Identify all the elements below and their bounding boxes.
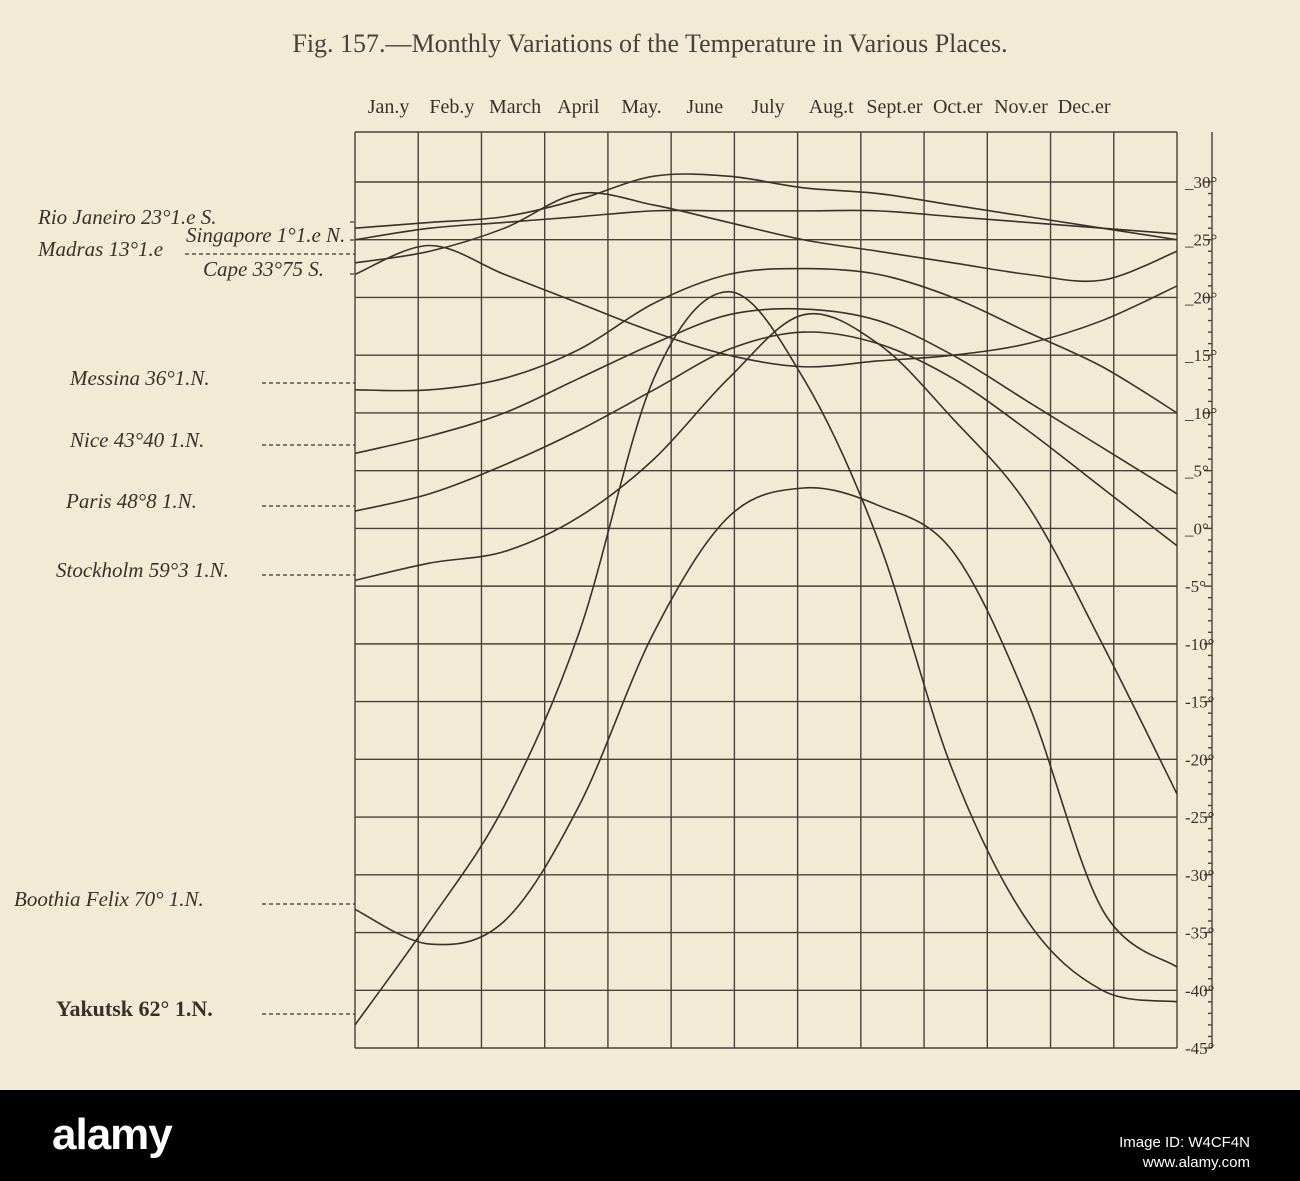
- month-label: May.: [621, 96, 662, 118]
- place-label: Rio Janeiro 23°1.e S.: [38, 205, 217, 229]
- y-tick-label: -5°: [1185, 577, 1206, 597]
- month-label: June: [686, 96, 724, 118]
- month-label: Nov.er: [994, 96, 1048, 118]
- month-labels: [368, 96, 1111, 118]
- month-label: July: [751, 96, 785, 118]
- y-tick-label: -40°: [1185, 981, 1215, 1001]
- y-tick-label: -10°: [1185, 634, 1215, 654]
- alamy-logo: [52, 1110, 172, 1160]
- y-tick-label: -35°: [1185, 923, 1215, 943]
- alamy-logo-text: alamy: [52, 1110, 172, 1159]
- series-line: [355, 174, 1177, 240]
- month-label: March: [488, 96, 542, 118]
- place-label: Stockholm 59°3 1.N.: [56, 558, 229, 582]
- y-tick-label: _0°: [1185, 519, 1209, 539]
- chart-title: Fig. 157.—Monthly Variations of the Temperature in Various Places.: [292, 29, 1008, 58]
- y-tick-label: -30°: [1185, 865, 1215, 885]
- y-tick-label: _15°: [1185, 346, 1218, 366]
- image-id: Image ID: W4CF4N: [1119, 1134, 1250, 1151]
- y-tick-label: _25°: [1185, 230, 1218, 250]
- website-url: www.alamy.com: [1142, 1154, 1250, 1171]
- month-label: Oct.er: [932, 96, 983, 118]
- month-label: Dec.er: [1057, 96, 1111, 118]
- month-label: Jan.y: [367, 96, 410, 118]
- y-tick-label: _30°: [1185, 173, 1218, 192]
- place-label: Cape 33°75 S.: [203, 257, 324, 281]
- month-label: April: [557, 96, 600, 118]
- series-line: [355, 246, 1177, 367]
- series-line: [355, 314, 1177, 794]
- place-label: Madras 13°1.e: [38, 237, 164, 261]
- place-label: Yakutsk 62° 1.N.: [56, 996, 213, 1021]
- series-line: [355, 193, 1177, 282]
- month-label: Sept.er: [866, 96, 923, 118]
- place-label: Nice 43°40 1.N.: [70, 428, 205, 452]
- y-tick-label: -45°: [1185, 1039, 1215, 1058]
- place-label: Messina 36°1.N.: [70, 366, 210, 390]
- place-labels: [14, 205, 355, 1021]
- series-line: [355, 292, 1177, 1025]
- place-label: Boothia Felix 70° 1.N.: [14, 887, 204, 911]
- y-tick-label: _5°: [1185, 461, 1209, 481]
- series-line: [355, 210, 1177, 239]
- y-tick-label: -25°: [1185, 808, 1215, 828]
- watermark-footer: [0, 1090, 1300, 1181]
- month-label: Aug.t: [808, 96, 854, 118]
- y-tick-label: -15°: [1185, 692, 1215, 712]
- place-label: Paris 48°8 1.N.: [66, 489, 197, 513]
- month-label: Feb.y: [429, 96, 475, 118]
- series-line: [355, 332, 1177, 546]
- series-lines: [355, 174, 1177, 1025]
- y-tick-label: -20°: [1185, 750, 1215, 770]
- y-tick-label: _10°: [1185, 403, 1218, 423]
- place-label: Singapore 1°1.e N.: [186, 223, 346, 247]
- y-tick-label: _20°: [1185, 288, 1218, 308]
- series-line: [355, 488, 1177, 967]
